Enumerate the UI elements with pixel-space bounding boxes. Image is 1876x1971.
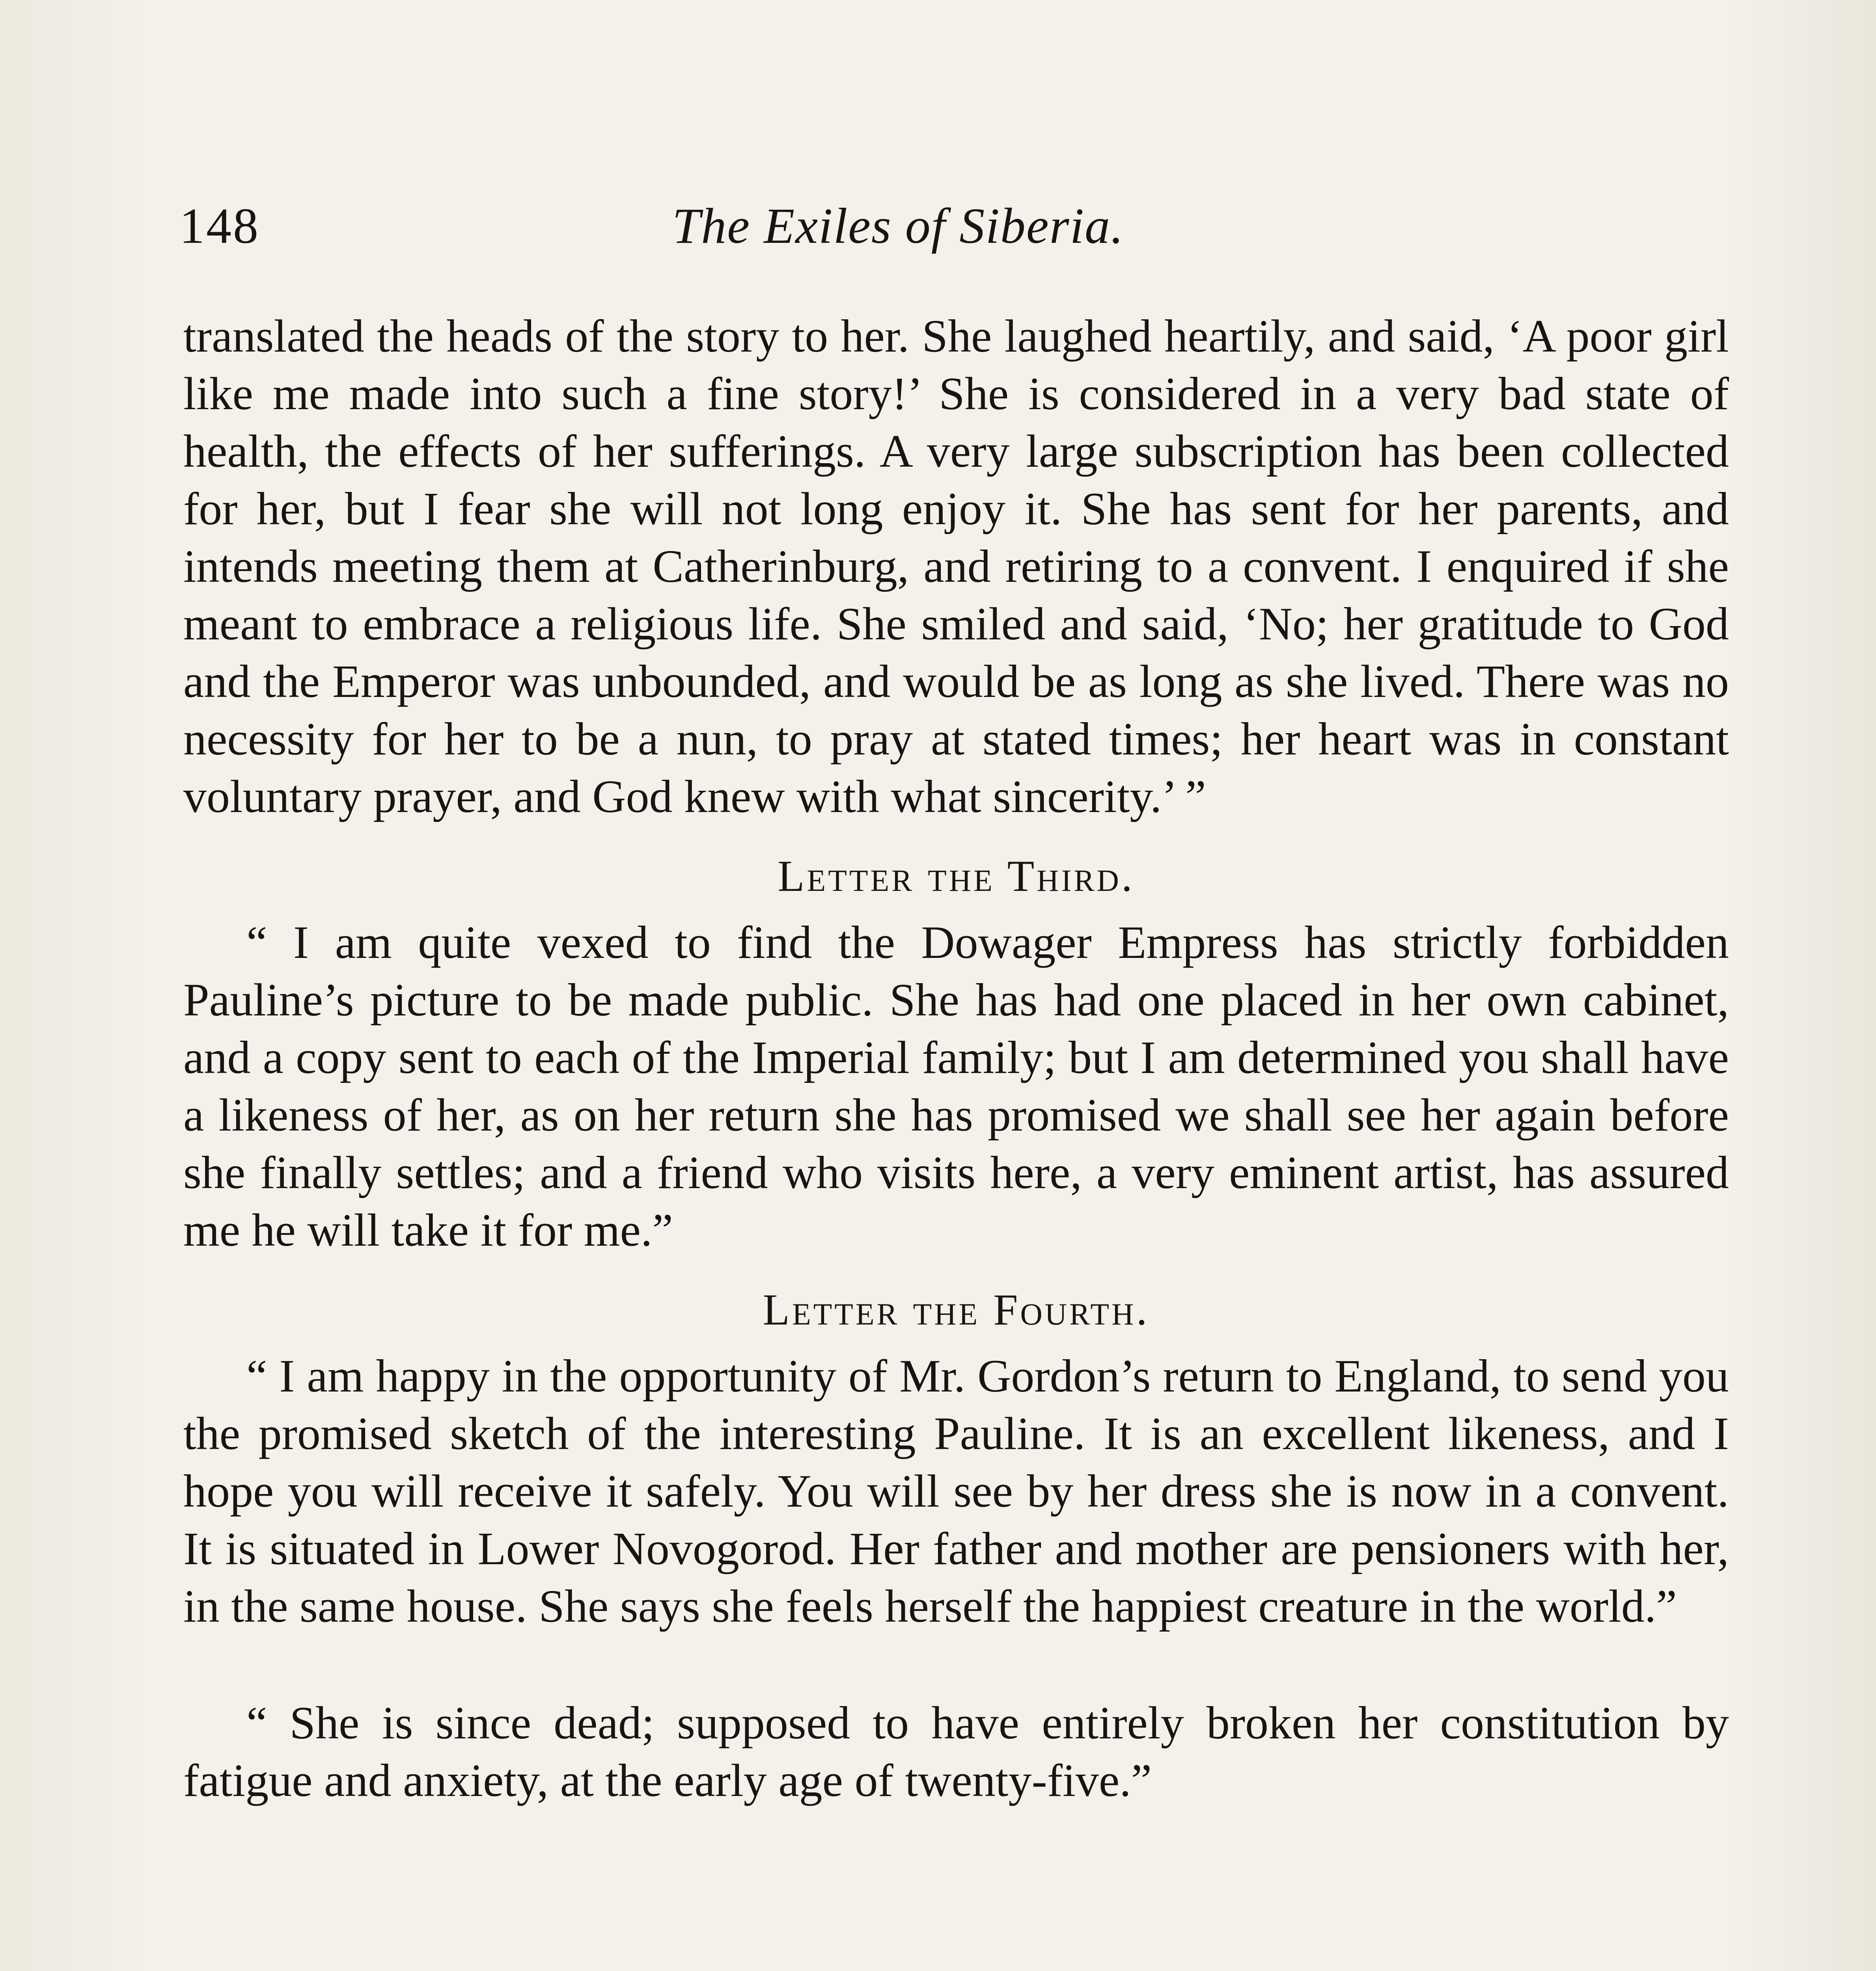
paragraph-letter-fourth: “ I am happy in the opportunity of Mr. Gordon’s return to England, to send you the promised sketch of the interesting Pauline. It is an excellent likeness, and I hope you will receive it safely. You will see by her dress she is now in a convent. It is situated in Lower Novogorod. Her father and mother are pensioners with her, in the same house. She says she feels herself the happiest creature in the world.” (183, 1350, 1729, 1632)
paragraph-spacer (183, 1635, 1729, 1694)
running-title: The Exiles of Siberia. (672, 198, 1124, 254)
paragraph-closing: “ She is since dead; supposed to have entirely broken her constitution by fatigue and anxiety, at the early age of twenty-five.” (183, 1697, 1729, 1806)
page-body (183, 307, 1729, 1809)
page-header (179, 197, 1654, 268)
section-heading-letter-third: Letter the Third. (778, 852, 1135, 901)
section-heading-letter-fourth: Letter the Fourth. (763, 1285, 1150, 1334)
paragraph-letter-third: “ I am quite vexed to find the Dowager Empress has strictly forbidden Pauline’s picture to be made public. She has had one placed in her own cabinet, and a copy sent to each of the Imperial family; but I am determined you shall have a likeness of her, as on her return she has promised we shall see her again before she finally settles; and a friend who visits here, a very eminent artist, has assured me he will take it for me.” (183, 917, 1729, 1256)
paragraph-continued: translated the heads of the story to her. She laughed heartily, and said, ‘A poor girl like me made into such a fine story!’ She is considered in a very bad state of health, the effects of her sufferings. A very large subscription has been collected for her, but I fear she will not long enjoy it. She has sent for her parents, and intends meeting them at Catherinburg, and retiring to a convent. I enquired if she meant to embrace a religious life. She smiled and said, ‘No; her gratitude to God and the Emperor was unbounded, and would be as long as she lived. There was no necessity for her to be a nun, to pray at stated times; her heart was in constant voluntary prayer, and God knew with what sincerity.’ ” (183, 310, 1729, 822)
page-number: 148 (179, 198, 260, 254)
